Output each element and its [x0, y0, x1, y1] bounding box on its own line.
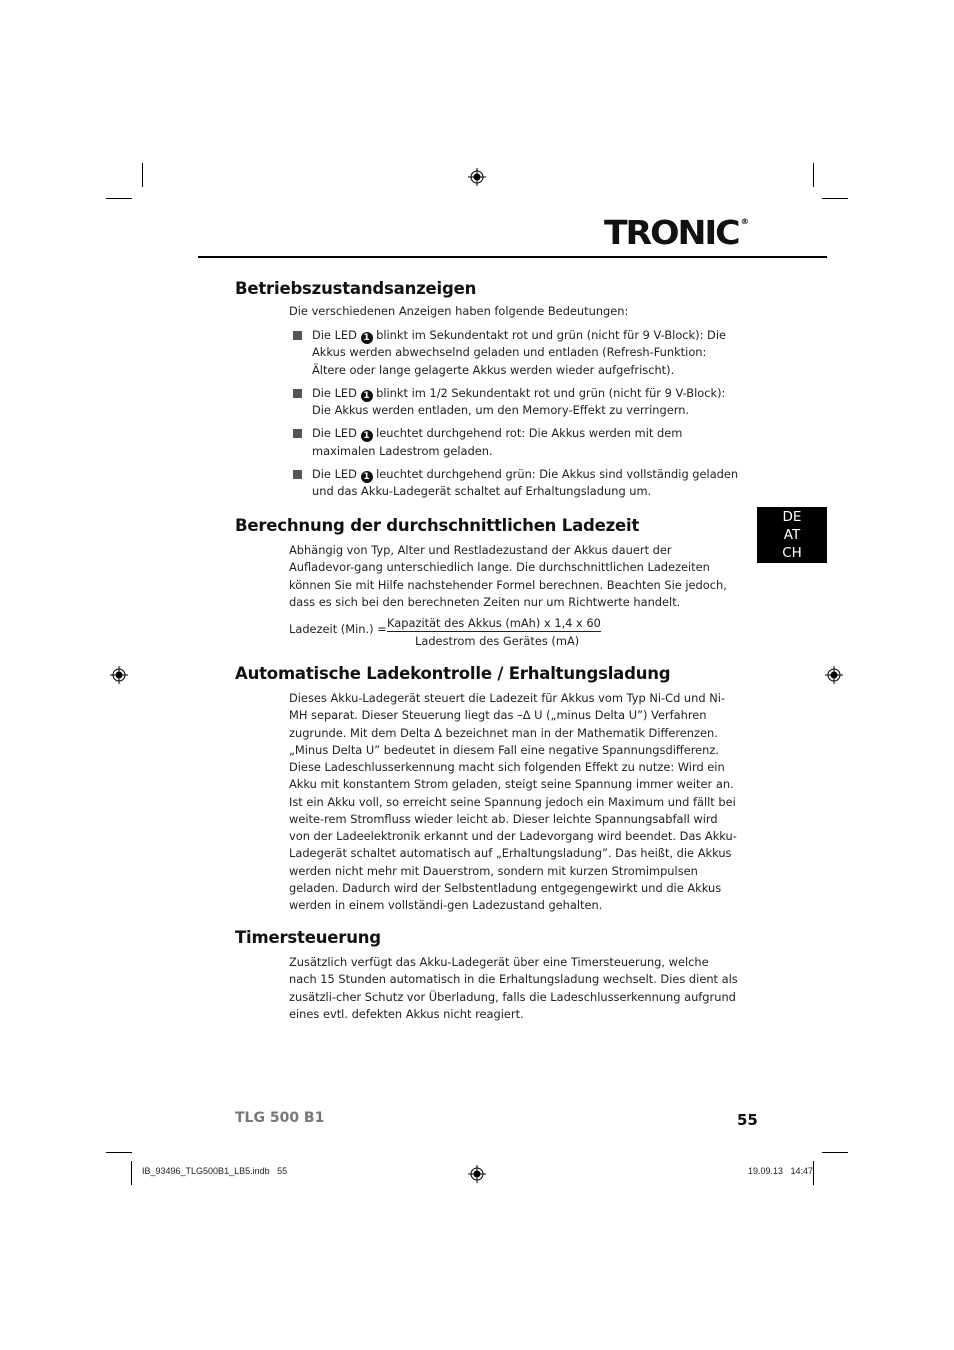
list-item	[289, 385, 739, 420]
bullet-text: Die LED	[312, 328, 361, 342]
led-status-list	[289, 327, 739, 501]
bullet-text: Die LED	[312, 385, 361, 400]
formula-denominator: Ladestrom des Gerätes (mA)	[415, 634, 580, 648]
section-title-ladezeit: Berechnung der durchschnittlichen Ladezeit	[235, 516, 640, 535]
crop-mark	[822, 1152, 848, 1153]
bullet-text: leuchtet durchgehend rot: Die Akkus werden mit dem maximalen Ladestrom geladen.	[312, 426, 683, 458]
registered-mark: ®	[740, 217, 749, 226]
bullet-text: Die LED	[312, 467, 361, 482]
section-body: Zusätzlich verfügt das Akku-Ladegerät über eine Timersteuerung, welche nach 15 Stunden automatisch in die Erhaltungsladung wechselt. Dies dient als zusätzli-cher Schutz vor Überladung, falls die Ladeschlusserkennung aufgrund eines evtl. defekten Akkus nicht reagiert.	[289, 955, 738, 1021]
registration-mark-icon	[468, 168, 486, 186]
bullet-text: Die LED	[312, 426, 361, 441]
bullet-square-icon	[293, 331, 302, 340]
section-body: Diese Ladeschlusserkennung macht sich folgenden Effekt zu nutze: Wird ein Akku mit konstantem Strom geladen, steigt seine Spannung immer weiter an. Ist ein Akku voll, so erreicht seine Spannung jedoch ein Maximum und fällt bei weite-rem Stromfluss wieder leicht ab. Dieser leichte Spannungsabfall wird von der Ladeelektronik erkannt und der Ladevorgang wird beendet. Das Akku-Ladegerät schaltet automatisch auf „Erhaltungsladung”. Das heißt, die Akkus werden nicht mehr mit Dauerstrom, sondern mit kurzen Stromimpulsen geladen. Dadurch wird der Selbstentladung entgegengewirkt und die Akkus werden in einem vollständi-gen Ladezustand gehalten.	[289, 760, 737, 913]
brand-logo	[604, 213, 749, 252]
led-reference-number: 1	[361, 332, 373, 344]
header-rule	[198, 256, 827, 258]
page-number: 55	[737, 1111, 758, 1129]
led-reference-number: 1	[361, 390, 373, 402]
language-ch: CH	[782, 545, 802, 561]
formula-numerator: Kapazität des Akkus (mAh) x 1,4 x 60	[387, 616, 601, 630]
formula-lhs: Ladezeit (Min.) =	[289, 622, 387, 636]
section-body: Dieses Akku-Ladegerät steuert die Ladezeit für Akkus vom Typ Ni-Cd und Ni-MH separat. Dieser Steuerung liegt das –Δ U („minus Delta U”) Verfahren zugrunde. Mit dem Delta Δ bezeichnet man in der Mathematik Differenzen. „Minus Delta U” bedeutet in diesem Fall eine negative Spannungsdifferenz.	[289, 691, 726, 757]
registration-mark-icon	[468, 1165, 486, 1183]
section-title-betriebszustandsanzeigen: Betriebszustandsanzeigen	[235, 279, 477, 298]
bullet-square-icon	[293, 429, 302, 438]
led-reference-number: 1	[361, 430, 373, 442]
section-title-timersteuerung: Timersteuerung	[235, 928, 381, 947]
language-at: AT	[783, 527, 801, 543]
print-slug-datetime: 19.09.13 14:47	[748, 1166, 814, 1176]
print-slug-file: IB_93496_TLG500B1_LB5.indb 55	[142, 1166, 288, 1176]
crop-mark	[813, 163, 814, 187]
bullet-square-icon	[293, 470, 302, 479]
bullet-text: blinkt im 1/2 Sekundentakt rot und grün (nicht für 9 V-Block): Die Akkus werden entladen, um den Memory-Effekt zu verringern.	[312, 385, 726, 418]
crop-mark	[142, 163, 143, 187]
crop-mark	[106, 198, 132, 199]
list-item	[289, 425, 739, 460]
footer-model: TLG 500 B1	[235, 1110, 325, 1126]
crop-mark	[131, 1161, 132, 1185]
section-intro: Die verschiedenen Anzeigen haben folgende Bedeutungen:	[289, 304, 629, 318]
language-tab	[757, 507, 827, 563]
section-body: Abhängig von Typ, Alter und Restladezustand der Akkus dauert der Aufladevor-gang unterschiedlich lange. Die durchschnittlichen Ladezeiten können Sie mit Hilfe nachstehender Formel berechnen. Beachten Sie jedoch, dass es sich bei den berechneten Zeiten nur um Richtwerte handelt.	[289, 543, 727, 609]
bullet-text: leuchtet durchgehend grün: Die Akkus sind vollständig geladen und das Akku-Ladegerät schaltet auf Erhaltungsladung um.	[312, 467, 739, 499]
list-item	[289, 327, 739, 379]
list-item	[289, 466, 739, 501]
crop-mark	[813, 1161, 814, 1185]
section-title-ladekontrolle: Automatische Ladekontrolle / Erhaltungsladung	[235, 664, 671, 683]
registration-mark-icon	[110, 666, 128, 684]
bullet-square-icon	[293, 389, 302, 398]
registration-mark-icon	[825, 666, 843, 684]
bullet-text: blinkt im Sekundentakt rot und grün (nicht für 9 V-Block): Die Akkus werden abwechselnd geladen und entladen (Refresh-Funktion: Ältere oder lange gelagerte Akkus werden wieder aufgefrischt).	[312, 328, 727, 377]
crop-mark	[106, 1152, 132, 1153]
language-de: DE	[782, 509, 802, 525]
crop-mark	[822, 198, 848, 199]
led-reference-number: 1	[361, 471, 373, 483]
brand-logo-text: TRONIC	[604, 213, 739, 252]
